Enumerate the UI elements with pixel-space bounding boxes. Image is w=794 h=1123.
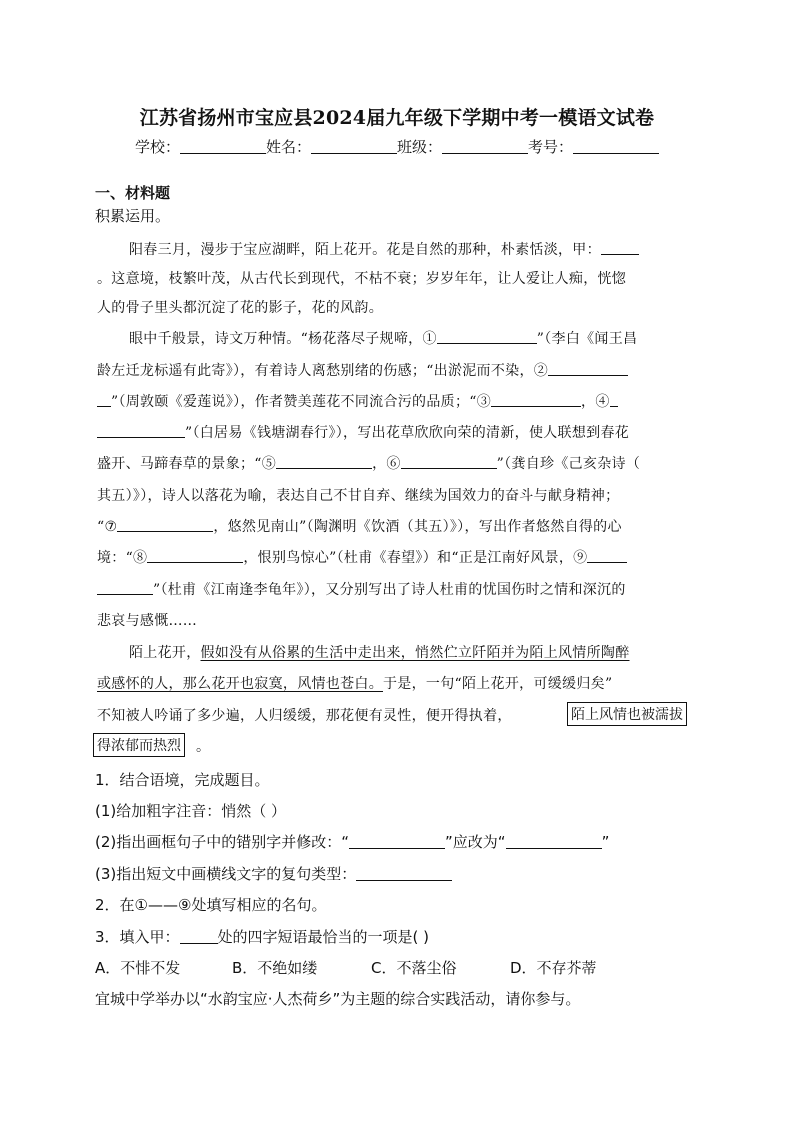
section-heading: 一、材料题 — [95, 184, 171, 202]
question-2: 2．在①——⑨处填写相应的名句。 — [95, 896, 327, 914]
option-d[interactable]: D．不存芥蒂 — [510, 959, 597, 977]
passage-text: ”（杜甫《江南逢李龟年》），又分别写出了诗人杜甫的忧国伤时之情和深沉的 — [153, 582, 626, 598]
student-info-line — [0, 136, 794, 157]
answer-blank-8[interactable] — [147, 549, 243, 563]
passage-text: ”（周敦颐《爱莲说》），作者赞美莲花不同流合污的品质；“③ — [111, 394, 492, 410]
answer-blank-9-cont[interactable] — [97, 581, 153, 595]
answer-blank-2-cont[interactable] — [97, 393, 111, 407]
passage-text: “⑦ — [97, 519, 118, 535]
passage-text: 阳春三月，漫步于宝应湖畔，陌上花开。花是自然的那种，朴素恬淡，甲： — [129, 242, 601, 258]
school-label: 学校： — [134, 138, 180, 156]
passage-text: ，恨别鸟惊心”（杜甫《春望》）和“正是江南好风景，⑨ — [243, 550, 588, 566]
question-3 — [95, 926, 429, 947]
framed-sentence: 陌上风情也被濡拔 — [567, 702, 687, 726]
underlined-sentence: 假如没有从俗累的生活中走出来，悄然伫立阡陌并为陌上风情所陶醉 — [200, 645, 630, 661]
answer-blank-2[interactable] — [548, 362, 628, 376]
question-text: (2)指出画框句子中的错别字并修改：“ — [95, 833, 350, 851]
activity-intro: 宜城中学举办以“水韵宝应·人杰荷乡”为主题的综合实践活动，请你参与。 — [95, 990, 581, 1008]
passage-line — [97, 422, 629, 442]
passage-line — [97, 579, 626, 599]
passage-text: ”（龚自珍《己亥杂诗（ — [496, 456, 641, 472]
typo-blank[interactable] — [349, 834, 445, 849]
passage-line — [97, 391, 618, 411]
option-a[interactable]: A．不悱不发 — [95, 959, 181, 977]
passage-text: ，⑥ — [372, 456, 401, 472]
passage-text: 盛开、马蹄春草的景象；“⑤ — [97, 456, 277, 472]
answer-blank-9[interactable] — [587, 549, 627, 563]
question-text: 3．填入甲： — [95, 928, 180, 946]
passage-line — [97, 453, 640, 473]
passage-text: 于是，一句“陌上花开，可缓缓归矣” — [383, 676, 613, 692]
passage-line — [97, 705, 512, 725]
passage-line — [97, 516, 622, 536]
passage-line — [129, 642, 630, 662]
passage-text: 不知被人吟诵了多少遍，人归缓缓，那花便有灵性，便开得执着， — [97, 708, 512, 724]
number-blank[interactable] — [573, 139, 659, 154]
question-text: 处的四字短语最恰当的一项是( ) — [217, 928, 430, 946]
underlined-sentence: 或感怀的人，那么花开也寂寞，风情也苍白。 — [97, 676, 383, 692]
answer-blank-3[interactable] — [491, 393, 581, 407]
class-label: 班级： — [397, 138, 443, 156]
name-blank[interactable] — [311, 139, 397, 154]
answer-blank-5[interactable] — [276, 455, 372, 469]
passage-line: 其五）》），诗人以落花为喻，表达自己不甘自弃、继续为国效力的奋斗与献身精神； — [97, 488, 620, 504]
passage-line: 人的骨子里头都沉淀了花的影子，花的风韵。 — [97, 300, 383, 316]
framed-sentence: 得浓郁而热烈 — [93, 733, 185, 757]
passage-text: ，④ — [581, 394, 610, 410]
sentence-type-blank[interactable] — [356, 866, 452, 881]
question-1: 1．结合语境，完成题目。 — [95, 771, 270, 789]
school-blank[interactable] — [180, 139, 266, 154]
passage-line — [97, 547, 627, 567]
class-blank[interactable] — [442, 139, 528, 154]
question-1-1: (1)给加粗字注音：悄然（ ） — [95, 802, 287, 820]
section-intro: 积累运用。 — [95, 207, 171, 225]
option-c[interactable]: C．不落尘俗 — [371, 959, 457, 977]
passage-line — [129, 239, 639, 259]
question-text: ”应改为“ — [445, 833, 506, 851]
question-1-2 — [95, 831, 609, 852]
name-label: 姓名： — [265, 138, 311, 156]
answer-blank-1[interactable] — [437, 330, 537, 344]
passage-text: 龄左迁龙标遥有此寄》），有着诗人离愁别绪的伤感；“出淤泥而不染，② — [97, 363, 549, 379]
passage-line: 悲哀与感慨…… — [97, 613, 198, 629]
number-label: 考号： — [528, 138, 574, 156]
passage-line: 。这意境，枝繁叶茂，从古代长到现代，不枯不衰；岁岁年年，让人爱让人痴，恍惚 — [97, 271, 627, 287]
question-text: ” — [601, 833, 610, 851]
passage-text: 境：“⑧ — [97, 550, 148, 566]
passage-line — [129, 328, 637, 348]
passage-line — [97, 360, 628, 380]
passage-text: ”（白居易《钱塘湖春行》），写出花草欣欣向荣的清新，使人联想到春花 — [185, 425, 630, 441]
correction-blank[interactable] — [506, 834, 602, 849]
answer-blank-6[interactable] — [401, 455, 497, 469]
passage-text: 。 — [196, 739, 211, 755]
passage-text: 眼中千般景，诗文万种情。“杨花落尽子规啼，① — [129, 331, 437, 347]
passage-text: ”（李白《闻王昌 — [536, 331, 638, 347]
passage-text: ，悠然见南山”（陶渊明《饮酒（其五）》），写出作者悠然自得的心 — [213, 519, 622, 535]
passage-line — [97, 673, 612, 693]
passage-text: 陌上花开， — [129, 645, 201, 661]
exam-title: 江苏省扬州市宝应县2024届九年级下学期中考一模语文试卷 — [139, 107, 655, 129]
question-1-3 — [95, 863, 452, 884]
option-b[interactable]: B．不绝如缕 — [232, 959, 318, 977]
jia-blank[interactable] — [180, 929, 218, 944]
question-text: (3)指出短文中画横线文字的复句类型： — [95, 865, 357, 883]
answer-blank-jia[interactable] — [601, 241, 639, 255]
answer-blank-7[interactable] — [117, 518, 213, 532]
answer-blank-4[interactable] — [610, 393, 618, 407]
answer-blank-4-cont[interactable] — [97, 424, 185, 438]
